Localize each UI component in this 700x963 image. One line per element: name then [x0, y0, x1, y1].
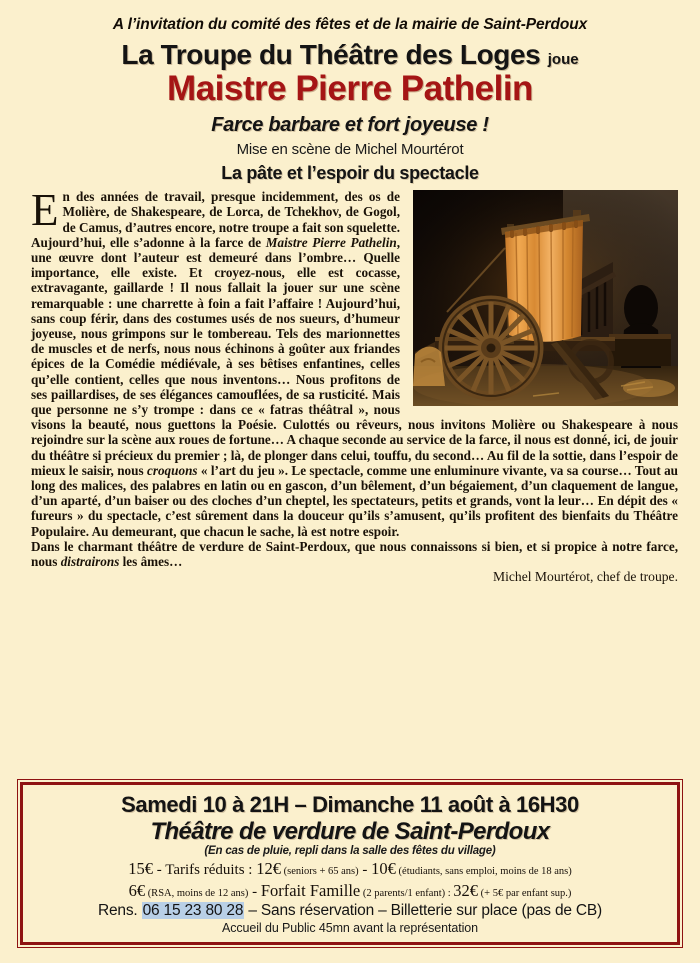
article-signature: Michel Mourtérot, chef de troupe. — [493, 569, 678, 585]
family-package-note: (2 parents/1 enfant) : — [360, 887, 454, 899]
poster-header — [0, 0, 700, 184]
family-package-price: 32€ — [453, 880, 479, 900]
closing-text-2: les âmes… — [119, 554, 183, 570]
closing-italic-distrairons: distrairons — [60, 554, 120, 570]
invitation-line: A l’invitation du comité des fêtes et de la mairie de Saint-Perdoux — [112, 16, 588, 33]
event-dates: Samedi 10 à 21H – Dimanche 11 août à 16H30 — [121, 792, 579, 818]
price-reduced-rsa: 6€ — [128, 880, 146, 900]
closing-text-1: Dans le charmant théâtre de verdure de Saint-Perdoux, que nous connaissons si bien, et si propice à notre farce, nous — [31, 538, 678, 570]
article-closing — [31, 539, 678, 569]
price-reduced-students: 10€ — [371, 859, 396, 879]
contact-line — [31, 902, 669, 920]
price-sep-2: - — [358, 862, 372, 879]
troupe-verb: joue — [547, 51, 579, 69]
article-text-1: n des années de travail, presque incidemment, des os de Molière, de Shakespeare, de Lorca, de Tchekhov, de Gogol, de Camus, d’autres encore, notre troupe a fait son squelette. Aujourd’hui, elle s’adonne à la farce de — [31, 189, 400, 250]
troupe-title — [20, 40, 680, 69]
price-reduced-seniors: 12€ — [256, 859, 281, 879]
troupe-name: La Troupe du Théâtre des Loges — [121, 39, 541, 71]
article-heading: La pâte et l’espoir du spectacle — [221, 163, 479, 184]
play-title: Maistre Pierre Pathelin — [167, 69, 533, 109]
price-reduced-seniors-note: (seniors + 65 ans) — [280, 866, 359, 878]
drop-cap: E — [31, 185, 59, 236]
doors-open-note: Accueil du Public 45mn avant la représentation — [222, 921, 478, 935]
family-package-label: Forfait Famille — [260, 880, 361, 900]
price-reduced-rsa-note: (RSA, moins de 12 ans) — [145, 887, 249, 899]
article-text-3: « l’art du jeu ». Le spectacle, comme une enluminure vivante, va sa course… Tout au long des malices, des palabres en latin ou en gascon, d’un bêlement, d’un bégaiement, d’un claquement de langue, d’un aparté, d’un baiser ou des cloches d’un cheptel, les spectateurs, petits et grands, vont la leur… En dépit des « fureurs » du spectacle, c’est sûrement dans la douceur qu’ils s’amusent, qu’ils profitent des bienfaits du Théâtre Populaire. Au demeurant, que chacun le sache, là est notre espoir. — [31, 462, 679, 539]
family-package-extra: (+ 5€ par enfant sup.) — [478, 887, 572, 899]
event-venue: Théâtre de verdure de Saint-Perdoux — [150, 818, 550, 846]
rain-fallback-note: (En cas de pluie, repli dans la salle des fêtes du village) — [204, 845, 496, 858]
play-tagline: Farce barbare et fort joyeuse ! — [211, 114, 489, 137]
price-full: 15€ — [128, 859, 153, 879]
price-sep-1: - Tarifs réduits : — [152, 862, 257, 879]
contact-prefix: Rens. — [98, 902, 142, 919]
price-reduced-students-note: (étudiants, sans emploi, moins de 18 ans) — [395, 866, 572, 878]
stage-hay-cart-photo — [413, 190, 678, 406]
phone-number[interactable]: 06 15 23 80 28 — [142, 902, 244, 919]
article-body — [0, 187, 700, 585]
article-italic-croquons: croquons — [146, 462, 198, 478]
director-credit: Mise en scène de Michel Mourtérot — [236, 141, 464, 159]
price-line-1 — [31, 859, 669, 879]
price-sep-3: - — [248, 883, 261, 900]
event-info-box — [20, 782, 680, 945]
article-italic-play-title: Maistre Pierre Pathelin — [265, 234, 397, 250]
contact-suffix: – Sans réservation – Billetterie sur place (pas de CB) — [244, 902, 602, 919]
article-text-2: , une œuvre dont l’auteur est demeuré dans l’ombre… Quelle importance, elle existe. Et croyez-nous, elle est cocasse, extravagante, gaillarde ! Il nous fallait la jouer sur une scène remarquable : une charrette à foin a fait l’affaire ! Aujourd’hui, sans coup férir, dans des costumes usés de nos sueurs, d’humeur joyeuse, nous grimpons sur le tombereau. Tels des marionnettes de muscles et de nerfs, nous nous échinons à goûter aux friandes épices de la Comédie médiévale, à ses bêtises enfantines, celles qu’elle contient, celles que nous inventons… Nous profitons de ses paillardises, de ses élégances camouflées, de sa rusticité. Mais que personne ne s’y trompe : dans ce « fatras théâtral », nous visons la beauté, nous guettons la Poésie. Culottés ou rêveurs, nous invitons Molière ou Shakespeare à nous rejoindre sur la scène aux roues de fortune… A chaque seconde au service de la farce, il nous est donné, ici, de jouir du théâtre si précieux du premier ; là, de plonger dans celui, touffu, du second… Au fil de la sottie, dans l’espoir de mieux le saisir, nous — [31, 234, 678, 478]
price-line-2 — [31, 881, 669, 901]
